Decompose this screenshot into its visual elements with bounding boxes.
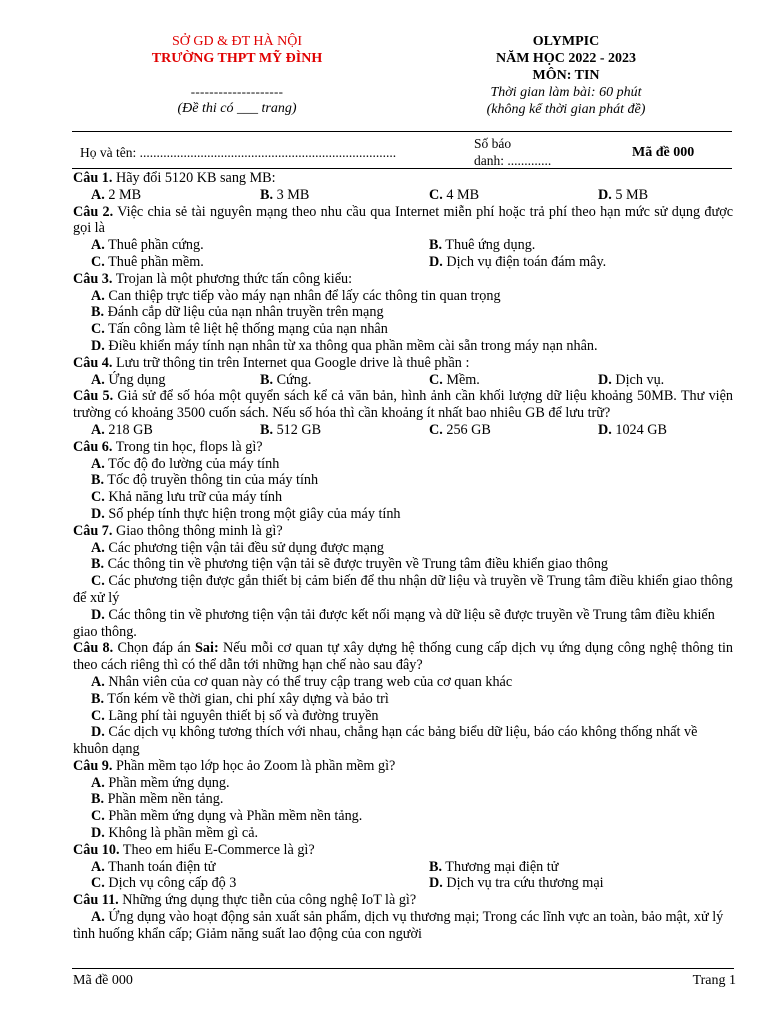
answer-text: 4 MB xyxy=(442,186,480,203)
student-info-row xyxy=(72,131,732,169)
answer-d[interactable] xyxy=(73,724,733,758)
answer-b[interactable] xyxy=(73,304,733,321)
answer-text: Mềm. xyxy=(442,371,480,388)
answer-d[interactable] xyxy=(73,506,733,523)
candidate-number-label: Số báo xyxy=(474,136,512,151)
question-8 xyxy=(73,640,733,674)
subject: MÔN: TIN xyxy=(532,68,600,83)
answer-a[interactable] xyxy=(73,775,733,792)
answer-label: B. xyxy=(91,690,105,707)
answer-c[interactable] xyxy=(429,422,491,439)
answer-b[interactable] xyxy=(73,472,733,489)
exam-code: Mã đề 000 xyxy=(632,145,695,160)
answer-text: Cứng. xyxy=(273,371,312,388)
header-right xyxy=(458,33,674,118)
answer-a[interactable] xyxy=(73,909,733,943)
question-5 xyxy=(73,388,733,422)
answer-label: D. xyxy=(598,421,612,438)
answer-a[interactable] xyxy=(91,187,141,204)
question-text: Trojan là một phương thức tấn công kiểu: xyxy=(112,270,353,287)
answer-text: Thuê phần mềm. xyxy=(104,253,204,270)
answer-c[interactable] xyxy=(429,372,480,389)
answer-b[interactable] xyxy=(429,859,558,876)
answer-c[interactable] xyxy=(91,254,204,271)
question-keyword: Sai: xyxy=(195,640,219,657)
question-4 xyxy=(73,355,733,372)
answer-text: Tốc độ đo lường của máy tính xyxy=(104,455,280,472)
answer-d[interactable] xyxy=(598,187,648,204)
answer-text: Tấn công làm tê liệt hệ thống mạng của nạn nhân xyxy=(104,321,388,338)
answer-label: B. xyxy=(91,791,105,808)
answer-label: A. xyxy=(91,858,105,875)
answer-text: Số phép tính thực hiện trong một giây của máy tính xyxy=(104,505,401,522)
answer-text: Ứng dụng vào hoạt động sản xuất sản phẩm, dịch vụ thương mại; Trong các lĩnh vực an toàn, bảo mật, xử lý tình huống khẩn cấp; Giảm năng suất lao động của con người xyxy=(73,909,724,942)
answer-label: B. xyxy=(91,304,105,321)
answer-text: Đánh cắp dữ liệu của nạn nhân truyền trên mạng xyxy=(104,304,384,321)
question-text: Giả sử để số hóa một quyển sách kể cả văn bản, hình ảnh cần khối lượng dữ liệu khoảng 50MB. Thư viện trường có khoảng 3500 cuốn sách. Nếu số hóa thì cần khoảng ít nhất bao nhiêu GB để lưu trữ? xyxy=(73,388,733,422)
answer-text: 256 GB xyxy=(442,421,491,438)
question-3 xyxy=(73,271,733,288)
candidate-number-line: danh: ............. xyxy=(474,153,552,168)
question-label: Câu 9. xyxy=(73,757,113,774)
question-2 xyxy=(73,204,733,238)
answer-label: B. xyxy=(260,371,274,388)
answer-text: Ứng dụng xyxy=(104,371,166,388)
question-text: Việc chia sẻ tài nguyên mạng theo nhu cầu qua Internet miễn phí hoặc trả phí theo hạn mức sử dụng được gọi là xyxy=(73,203,733,237)
answer-label: D. xyxy=(429,253,443,270)
answer-a[interactable] xyxy=(91,372,165,389)
answer-d[interactable] xyxy=(73,338,733,355)
time-limit: Thời gian làm bài: 60 phút xyxy=(490,85,642,100)
student-name-field[interactable]: Họ và tên: ............................................................................ xyxy=(80,145,397,160)
answer-text: 512 GB xyxy=(273,421,322,438)
answer-text: Dịch vụ điện toán đám mây. xyxy=(442,253,607,270)
candidate-number-field[interactable] xyxy=(474,135,551,169)
header-left xyxy=(120,33,354,117)
answer-text: Thuê ứng dụng. xyxy=(442,237,536,254)
answer-text: 2 MB xyxy=(104,186,142,203)
answer-label: D. xyxy=(91,337,105,354)
answer-text: Không là phần mềm gì cả. xyxy=(104,825,259,842)
answer-label: B. xyxy=(429,237,443,254)
answer-text: Dịch vụ công cấp độ 3 xyxy=(104,875,237,892)
answer-a[interactable] xyxy=(73,674,733,691)
answer-text: Dịch vụ tra cứu thương mại xyxy=(442,875,604,892)
answer-d[interactable] xyxy=(598,372,664,389)
answer-b[interactable] xyxy=(260,372,311,389)
answer-row xyxy=(73,422,733,439)
answer-d[interactable] xyxy=(73,607,733,641)
answer-b[interactable] xyxy=(260,187,309,204)
department-name: SỞ GD & ĐT HÀ NỘI xyxy=(171,34,303,49)
footer-page-number: Trang 1 xyxy=(692,973,736,988)
answer-label: A. xyxy=(91,237,105,254)
answer-label: B. xyxy=(260,186,274,203)
answer-b[interactable] xyxy=(429,237,535,254)
answer-b[interactable] xyxy=(73,691,733,708)
answer-row xyxy=(73,187,733,204)
answer-text: Tốn kém về thời gian, chi phí xây dựng và bảo trì xyxy=(104,690,389,707)
answer-c[interactable] xyxy=(73,708,733,725)
answer-label: D. xyxy=(598,186,612,203)
question-label: Câu 6. xyxy=(73,438,113,455)
question-text: Nếu mỗi cơ quan tự xây dựng hệ thống cung cấp dịch vụ ứng dụng công nghệ thông tin theo cách riêng thì có thể dẫn tới những hạn chế nào sau đây? xyxy=(73,640,734,674)
answer-text: Thương mại điện tử xyxy=(442,858,559,875)
exam-title: OLYMPIC xyxy=(532,34,600,49)
answer-label: D. xyxy=(91,606,105,623)
answer-text: Điều khiển máy tính nạn nhân từ xa thông qua phần mềm cài sẵn trong máy nạn nhân. xyxy=(104,337,598,354)
answer-row xyxy=(73,237,733,254)
question-label: Câu 4. xyxy=(73,354,113,371)
answer-label: B. xyxy=(91,472,105,489)
answer-c[interactable] xyxy=(73,808,733,825)
answer-row xyxy=(73,372,733,389)
answer-text: Các phương tiện được gắn thiết bị cảm biến để thu nhận dữ liệu và truyền về Trung tâm điều khiển giao thông để xử lý xyxy=(73,573,733,606)
answer-d[interactable] xyxy=(73,825,733,842)
answer-d[interactable] xyxy=(429,254,606,271)
pages-note: (Đề thi có ___ trang) xyxy=(177,101,297,116)
question-text: Trong tin học, flops là gì? xyxy=(112,438,263,455)
question-label: Câu 7. xyxy=(73,522,113,539)
answer-text: Phần mềm nền tảng. xyxy=(104,791,224,808)
answer-label: A. xyxy=(91,539,105,556)
answer-label: C. xyxy=(91,875,105,892)
answer-text: Khả năng lưu trữ của máy tính xyxy=(104,489,283,506)
answer-c[interactable] xyxy=(73,573,733,607)
answer-label: A. xyxy=(91,421,105,438)
answer-text: Thuê phần cứng. xyxy=(104,237,204,254)
question-10 xyxy=(73,842,733,859)
answer-row xyxy=(73,875,733,892)
answer-c[interactable] xyxy=(73,489,733,506)
question-11 xyxy=(73,892,733,909)
answer-label: B. xyxy=(91,556,105,573)
answer-label: A. xyxy=(91,287,105,304)
question-label: Câu 2. xyxy=(73,203,114,220)
answer-label: C. xyxy=(91,573,105,590)
question-label: Câu 1. xyxy=(73,170,113,186)
answer-text: Dịch vụ. xyxy=(611,371,665,388)
answer-row xyxy=(73,254,733,271)
answer-label: C. xyxy=(429,421,443,438)
answer-text: 5 MB xyxy=(611,186,649,203)
question-text: Những ứng dụng thực tiễn của công nghệ IoT là gì? xyxy=(118,892,417,909)
answer-text: Lãng phí tài nguyên thiết bị số và đường truyền xyxy=(104,707,379,724)
dash-separator: -------------------- xyxy=(190,84,284,99)
answer-label: C. xyxy=(91,707,105,724)
answer-text: Các phương tiện vận tải đều sử dụng được mạng xyxy=(104,539,385,556)
answer-label: A. xyxy=(91,774,105,791)
answer-label: D. xyxy=(429,875,443,892)
question-7 xyxy=(73,523,733,540)
answer-c[interactable] xyxy=(91,875,236,892)
answer-b[interactable] xyxy=(73,556,733,573)
answer-label: C. xyxy=(429,371,443,388)
answer-label: C. xyxy=(91,489,105,506)
answer-text: Phần mềm ứng dụng và Phần mềm nền tảng. xyxy=(104,808,363,825)
answer-label: C. xyxy=(91,808,105,825)
answer-label: D. xyxy=(598,371,612,388)
answer-b[interactable] xyxy=(73,791,733,808)
answer-label: C. xyxy=(91,321,105,338)
question-text: Giao thông thông minh là gì? xyxy=(112,522,283,539)
answer-label: A. xyxy=(91,186,105,203)
answer-a[interactable] xyxy=(91,422,153,439)
question-list xyxy=(73,170,733,943)
question-label: Câu 5. xyxy=(73,388,114,405)
answer-label: A. xyxy=(91,909,105,926)
time-note: (không kể thời gian phát đề) xyxy=(486,102,646,117)
school-year: NĂM HỌC 2022 - 2023 xyxy=(496,51,636,66)
answer-text: Các thông tin về phương tiện vận tải được kết nối mạng và dữ liệu sẽ được truyền về Trung tâm điều khiển giao thông. xyxy=(73,606,715,640)
answer-label: C. xyxy=(429,186,443,203)
answer-label: D. xyxy=(91,825,105,842)
answer-label: B. xyxy=(260,421,274,438)
answer-text: Nhân viên của cơ quan này có thể truy cập trang web của cơ quan khác xyxy=(104,673,513,690)
school-name: TRƯỜNG THPT MỸ ĐÌNH xyxy=(151,51,323,66)
answer-label: D. xyxy=(91,724,105,741)
answer-a[interactable] xyxy=(91,859,215,876)
question-label: Câu 11. xyxy=(73,892,119,909)
answer-text: Các dịch vụ không tương thích với nhau, chẳng hạn các bảng biểu dữ liệu, báo cáo không thống nhất về khuôn dạng xyxy=(73,724,698,758)
question-text: Theo em hiểu E-Commerce là gì? xyxy=(119,841,315,858)
question-text: Chọn đáp án xyxy=(113,640,196,657)
question-label: Câu 3. xyxy=(73,270,113,287)
answer-a[interactable] xyxy=(73,540,733,557)
answer-label: B. xyxy=(429,858,443,875)
answer-text: Can thiệp trực tiếp vào máy nạn nhân để lấy các thông tin quan trọng xyxy=(104,287,501,304)
answer-text: Các thông tin về phương tiện vận tải sẽ được truyền về Trung tâm điều khiển giao thông xyxy=(104,556,609,573)
answer-a[interactable] xyxy=(91,237,204,254)
question-text: Phần mềm tạo lớp học ảo Zoom là phần mềm gì? xyxy=(112,757,396,774)
answer-text: Thanh toán điện tử xyxy=(104,858,216,875)
answer-text: 3 MB xyxy=(273,186,310,203)
question-6 xyxy=(73,439,733,456)
answer-d[interactable] xyxy=(429,875,604,892)
footer-exam-code: Mã đề 000 xyxy=(73,973,133,988)
answer-text: 218 GB xyxy=(104,421,153,438)
answer-a[interactable] xyxy=(73,288,733,305)
answer-d[interactable] xyxy=(598,422,667,439)
answer-label: D. xyxy=(91,505,105,522)
question-label: Câu 10. xyxy=(73,841,120,858)
question-1 xyxy=(73,170,733,187)
answer-b[interactable] xyxy=(260,422,321,439)
answer-label: A. xyxy=(91,371,105,388)
answer-c[interactable] xyxy=(73,321,733,338)
answer-row xyxy=(73,859,733,876)
question-text: Lưu trữ thông tin trên Internet qua Google drive là thuê phần : xyxy=(112,354,470,371)
answer-text: Tốc độ truyền thông tin của máy tính xyxy=(104,472,319,489)
answer-a[interactable] xyxy=(73,456,733,473)
question-text: Hãy đổi 5120 KB sang MB: xyxy=(112,170,276,186)
footer-divider xyxy=(72,968,734,969)
question-9 xyxy=(73,758,733,775)
answer-c[interactable] xyxy=(429,187,479,204)
answer-label: A. xyxy=(91,455,105,472)
answer-text: Phần mềm ứng dụng. xyxy=(104,774,230,791)
answer-text: 1024 GB xyxy=(611,421,667,438)
answer-label: C. xyxy=(91,253,105,270)
answer-label: A. xyxy=(91,673,105,690)
question-label: Câu 8. xyxy=(73,640,114,657)
